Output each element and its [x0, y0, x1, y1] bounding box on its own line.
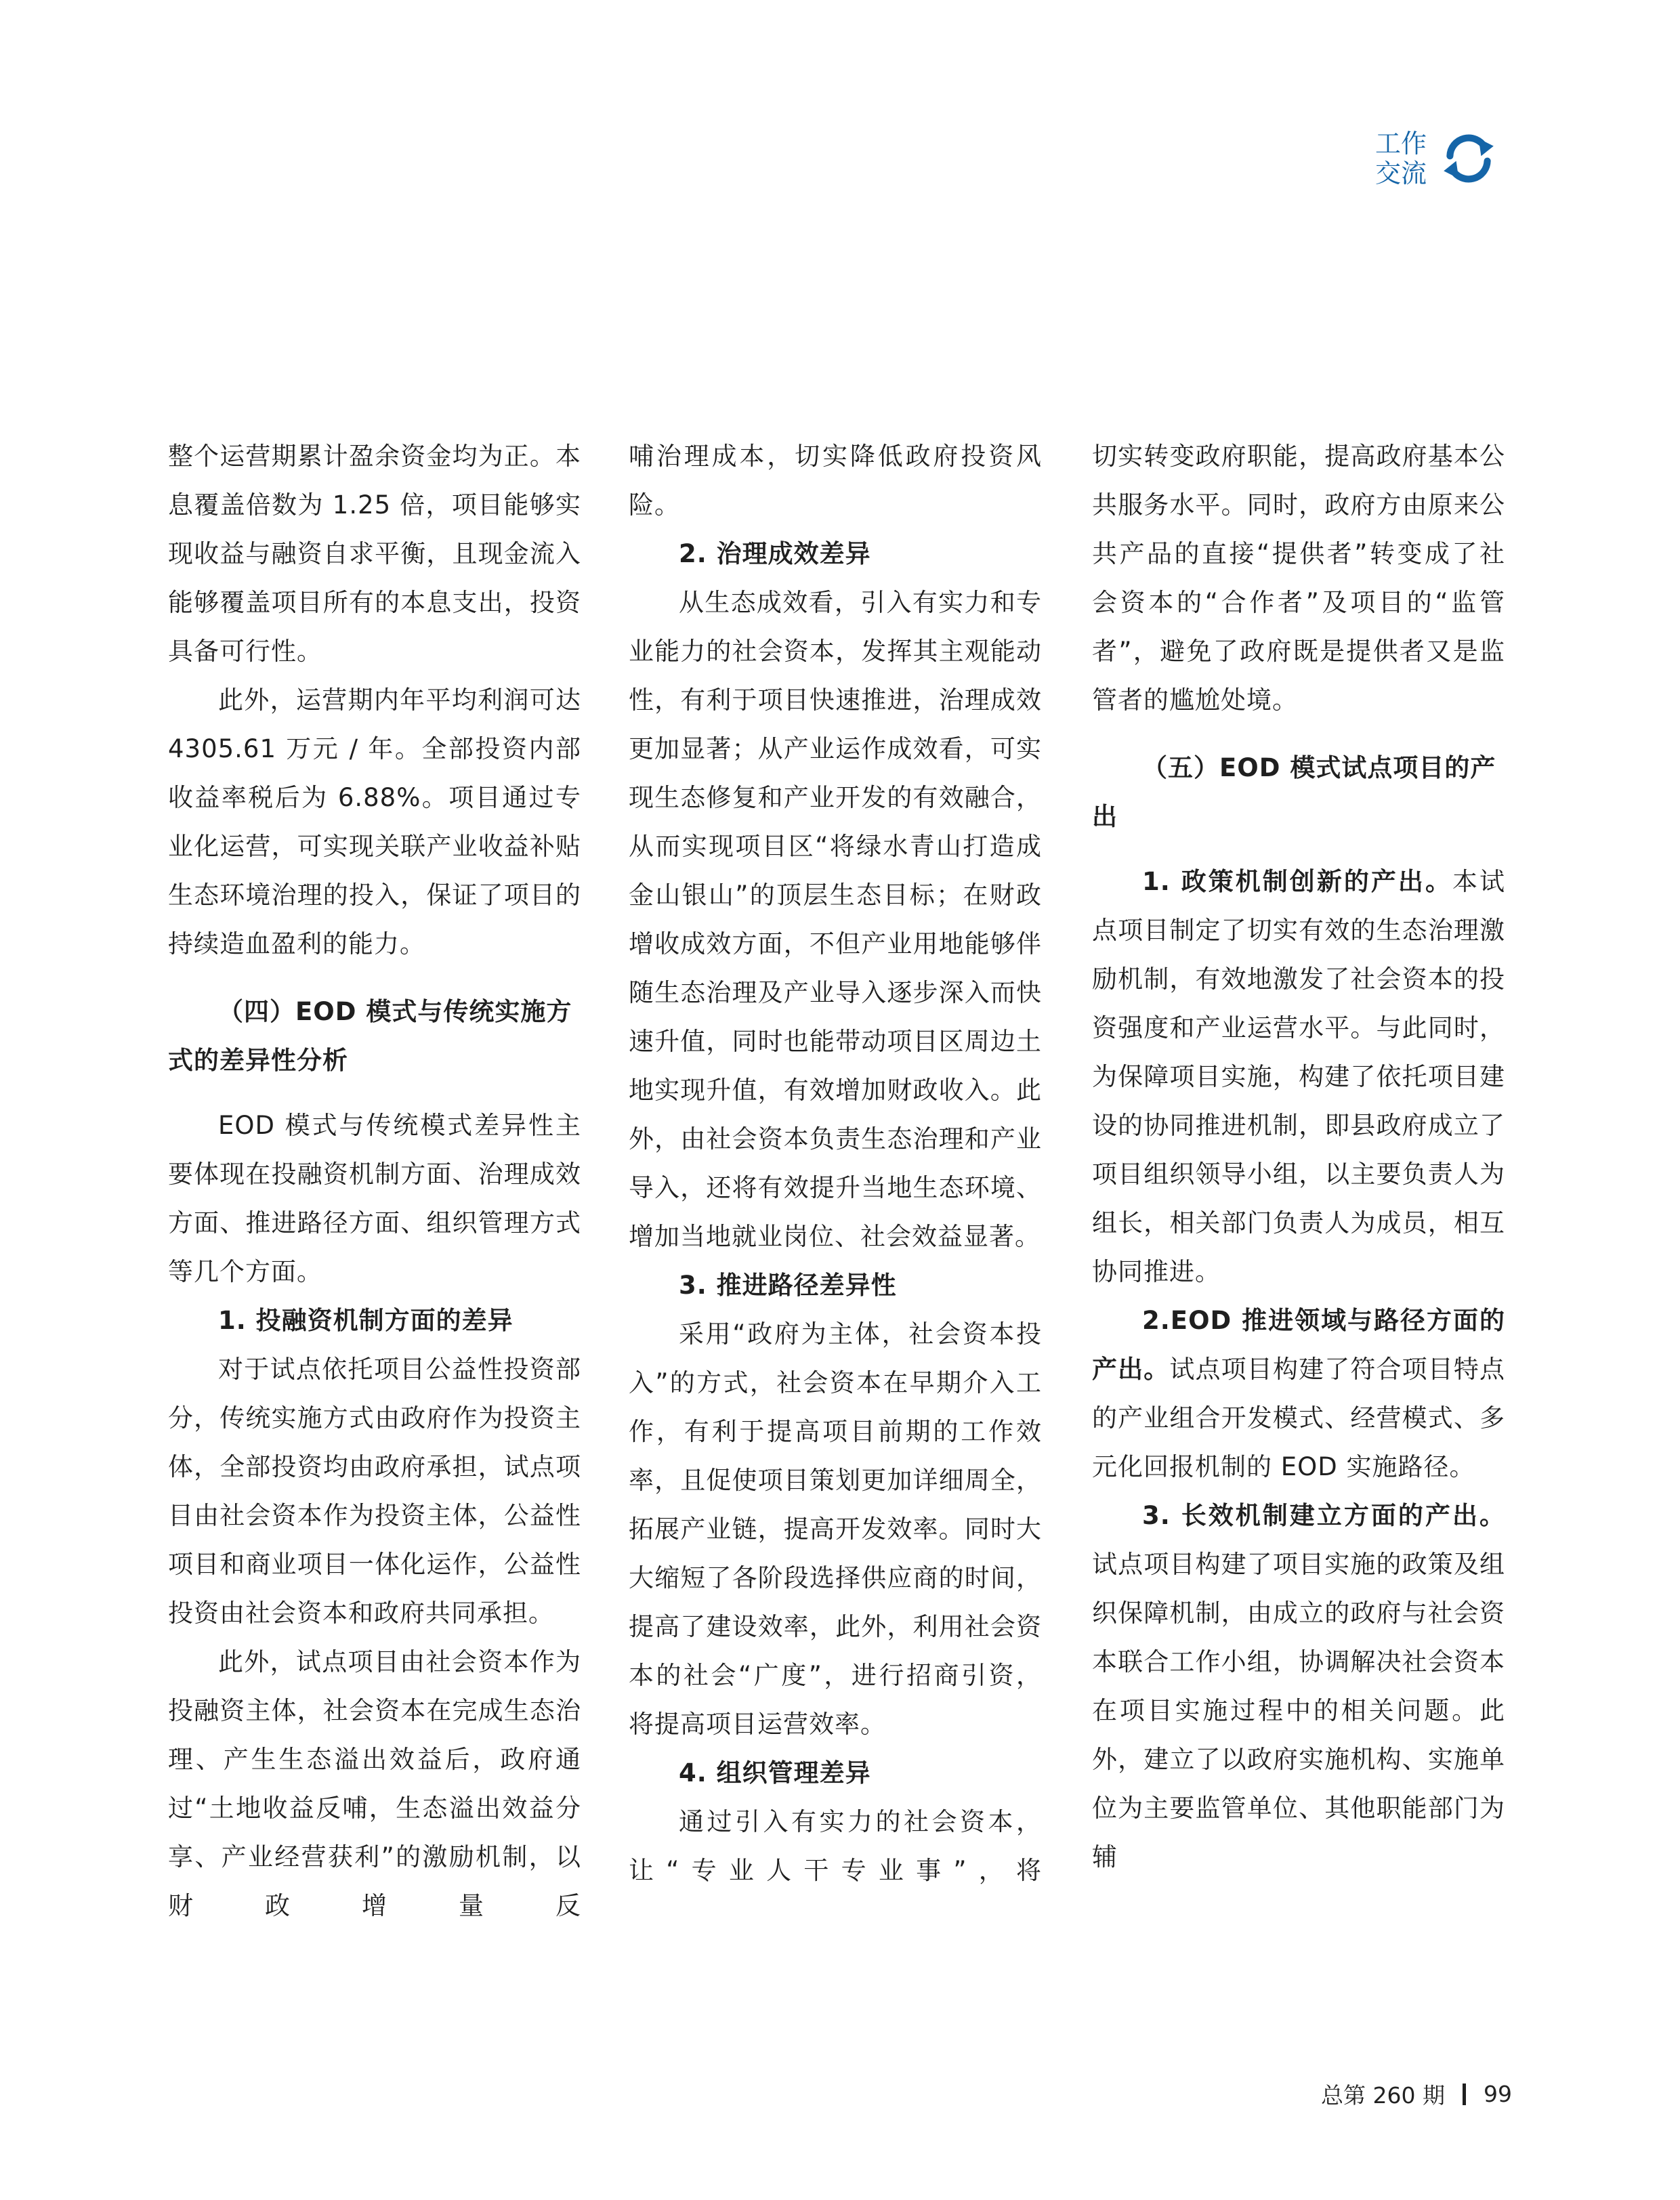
section-name-line1: 工作	[1375, 129, 1427, 158]
subsection-heading: 3. 推进路径差异性	[679, 1271, 897, 1300]
paragraph: 此外，试点项目由社会资本作为投融资主体，社会资本在完成生态治理、产生生态溢出效益后，政府通过“土地收益反哺，生态溢出效益分享、产业经营获利”的激励机制，以财政增量反	[168, 1647, 581, 1920]
paragraph: 通过引入有实力的社会资本，让“专业人干专业事”，将	[629, 1807, 1042, 1885]
paragraph	[1092, 1296, 1505, 1492]
paragraph: 整个运营期累计盈余资金均为正。本息覆盖倍数为 1.25 倍，项目能够实现收益与融资自求平衡，且现金流入能够覆盖项目所有的本息支出，投资具备可行性。	[168, 442, 581, 666]
inline-heading: 3. 长效机制建立方面的产出。	[1142, 1501, 1505, 1530]
column-right	[1092, 432, 1505, 1882]
paragraph: 此外，运营期内年平均利润可达 4305.61 万元 / 年。全部投资内部收益率税后为 6.88%。项目通过专业化运营，可实现关联产业收益补贴生态环境治理的投入，保证了项目的持续造血盈利的能力。	[168, 685, 581, 958]
refresh-arrows-icon	[1437, 127, 1500, 190]
footer-divider	[1463, 2083, 1466, 2105]
subsection-heading: 4. 组织管理差异	[679, 1758, 871, 1788]
paragraph: 哺治理成本，切实降低政府投资风险。	[629, 442, 1042, 520]
section-name	[1375, 129, 1427, 188]
column-left	[168, 432, 581, 1930]
section-heading: （五）EOD 模式试点项目的产出	[1092, 753, 1496, 831]
paragraph: 采用“政府为主体，社会资本投入”的方式，社会资本在早期介入工作，有利于提高项目前期的工作效率，且促使项目策划更加详细周全，拓展产业链，提高开发效率。同时大大缩短了各阶段选择供应商的时间，提高了建设效率，此外，利用社会资本的社会“广度”，进行招商引资，将提高项目运营效率。	[629, 1319, 1042, 1739]
paragraph	[1092, 858, 1505, 1296]
paragraph: EOD 模式与传统模式差异性主要体现在投融资机制方面、治理成效方面、推进路径方面、组织管理方式等几个方面。	[168, 1111, 581, 1286]
section-heading: （四）EOD 模式与传统实施方式的差异性分析	[168, 997, 572, 1075]
page-footer	[1321, 2078, 1512, 2110]
column-middle	[629, 432, 1042, 1895]
issue-number: 总第 260 期	[1321, 2082, 1445, 2109]
subsection-heading: 2. 治理成效差异	[679, 539, 871, 568]
section-name-line2: 交流	[1375, 158, 1427, 188]
paragraph-text: 本试点项目制定了切实有效的生态治理激励机制，有效地激发了社会资本的投资强度和产业运营水平。与此同时，为保障项目实施，构建了依托项目建设的协同推进机制，即县政府成立了项目组织领导小组，以主要负责人为组长，相关部门负责人为成员，相互协同推进。	[1092, 867, 1505, 1286]
paragraph-text: 试点项目构建了符合项目特点的产业组合开发模式、经营模式、多元化回报机制的 EOD 实施路径。	[1092, 1355, 1506, 1481]
paragraph: 从生态成效看，引入有实力和专业能力的社会资本，发挥其主观能动性，有利于项目快速推进，治理成效更加显著；从产业运作成效看，可实现生态修复和产业开发的有效融合，从而实现项目区“将绿水青山打造成金山银山”的顶层生态目标；在财政增收成效方面，不但产业用地能够伴随生态治理及产业导入逐步深入而快速升值，同时也能带动项目区周边土地实现升值，有效增加财政收入。此外，由社会资本负责生态治理和产业导入，还将有效提升当地生态环境、增加当地就业岗位、社会效益显著。	[629, 588, 1042, 1251]
paragraph: 切实转变政府职能，提高政府基本公共服务水平。同时，政府方由原来公共产品的直接“提供者”转变成了社会资本的“合作者”及项目的“监管者”，避免了政府既是提供者又是监管者的尴尬处境。	[1092, 442, 1505, 715]
inline-heading: 2.EOD 推进领域与路径方面的产出。	[1092, 1306, 1505, 1384]
paragraph: 对于试点依托项目公益性投资部分，传统实施方式由政府作为投资主体，全部投资均由政府承担，试点项目由社会资本作为投资主体，公益性项目和商业项目一体化运作，公益性投资由社会资本和政府共同承担。	[168, 1355, 581, 1628]
paragraph-text: 试点项目构建了项目实施的政策及组织保障机制，由成立的政府与社会资本联合工作小组，协调解决社会资本在项目实施过程中的相关问题。此外，建立了以政府实施机构、实施单位为主要监管单位、其他职能部门为辅	[1092, 1550, 1505, 1871]
inline-heading: 1. 政策机制创新的产出。	[1142, 867, 1452, 896]
section-header	[1375, 127, 1500, 190]
subsection-heading: 1. 投融资机制方面的差异	[218, 1306, 513, 1335]
paragraph	[1092, 1492, 1505, 1882]
page-number: 99	[1484, 2081, 1512, 2107]
